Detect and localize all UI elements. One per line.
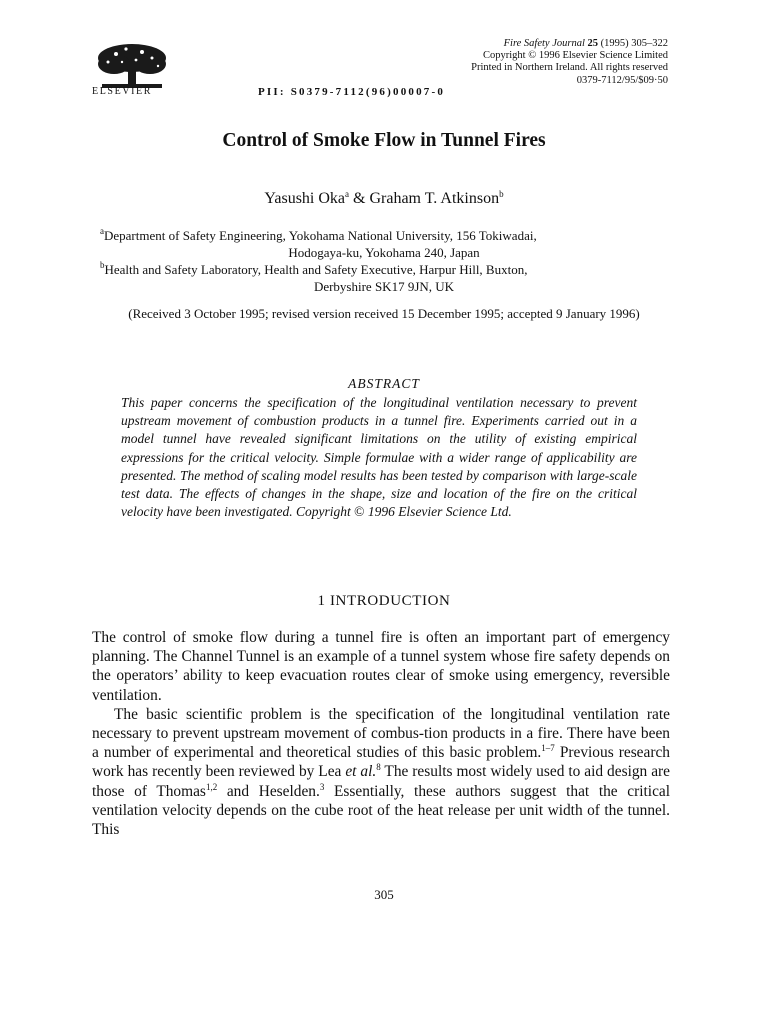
paragraph-text: and Heselden.: [217, 782, 320, 800]
introduction-body: [92, 628, 670, 839]
affiliations: [100, 227, 668, 295]
citation-ref: 1–7: [541, 743, 555, 754]
author-name: Graham T. Atkinson: [369, 190, 500, 207]
journal-issn: 0379-7112/95/$09·50: [576, 74, 668, 86]
affiliation-b-line1: [100, 261, 668, 278]
section-heading-introduction: 1 INTRODUCTION: [317, 593, 451, 609]
affiliation-text: Health and Safety Laboratory, Health and Safety Executive, Harpur Hill, Buxton,: [104, 262, 528, 277]
pii-code: PII: S0379-7112(96)00007-0: [258, 86, 446, 98]
journal-year-pages: (1995) 305–322: [600, 38, 668, 49]
citation-ref: 1,2: [205, 781, 218, 792]
journal-printed: Printed in Northern Ireland. All rights reserved: [471, 62, 668, 74]
paragraph-text: Previous research work has recently been reviewed by Lea: [92, 744, 670, 781]
affiliation-mark: a: [345, 189, 350, 199]
author-separator: &: [349, 190, 370, 207]
affiliation-b-line2: Derbyshire SK17 9JN, UK: [313, 279, 455, 294]
paragraph-text: The results most widely used to aid design are those of Thomas: [92, 763, 670, 800]
abstract-copyright-tail: 1996 Elsevier Science Ltd.: [364, 504, 512, 520]
abstract-body: This paper concerns the specification of the longitudinal ventilation necessary to prevent upstream movement of combustion products in a tunnel fire. Experiments carried out in a model tunnel have revealed significant limitations on the utility of existing empirical expressions for the critical velocity. Simple formulae with a wider range of applicability are presented. The method of scaling model results has been tested by comparison with large-scale test data. The effects of changes in the shape, size and location of the fire on the critical velocity have been investigated. Copyright: [121, 395, 637, 520]
affiliation-a-line2: Hodogaya-ku, Yokohama 240, Japan: [288, 245, 480, 260]
author-name: Yasushi Oka: [264, 190, 346, 207]
citation-ref: 3: [319, 781, 325, 792]
paper-title: Control of Smoke Flow in Tunnel Fires: [222, 130, 546, 151]
affiliation-text: Department of Safety Engineering, Yokohama National University, 156 Tokiwadai,: [104, 228, 537, 243]
paragraph-text: The basic scientific problem is the specification of the longitudinal ventilation rate necessary to prevent upstream movement of combus-tion products in a fire. There have been a number of experimental and theoretical studies of this basic problem.: [92, 705, 670, 762]
affiliation-mark: a: [100, 226, 104, 236]
paragraph: The control of smoke flow during a tunnel fire is often an important part of emergency planning. The Channel Tunnel is an example of a tunnel system whose fire safety depends on the operators’ ability to keep evacuation routes clear of smoke using emergency, reversible ventilation.: [92, 629, 670, 704]
affiliation-a-line1: [100, 227, 668, 244]
journal-volume: 25: [587, 38, 598, 49]
abstract-heading: ABSTRACT: [348, 376, 420, 391]
journal-info: [471, 38, 668, 87]
paragraph: [92, 705, 670, 839]
journal-name: Fire Safety Journal: [503, 38, 585, 49]
publisher-name: ELSEVIER: [92, 86, 153, 97]
affiliation-mark: b: [499, 189, 504, 199]
received-dates: (Received 3 October 1995; revised version received 15 December 1995; accepted 9 January 1996): [128, 306, 640, 321]
journal-citation: [471, 38, 668, 50]
page-number: 305: [374, 887, 394, 902]
journal-copyright: Copyright © 1996 Elsevier Science Limited: [483, 50, 668, 62]
affiliation-mark: b: [100, 260, 105, 270]
citation-ref: 8: [376, 762, 381, 773]
et-al: et al.: [345, 763, 377, 781]
copyright-symbol: ©: [354, 504, 365, 520]
author-list: [0, 190, 768, 208]
abstract-text: [121, 394, 637, 521]
paragraph-text: Essentially, these authors suggest that the critical ventilation velocity depends on the cube root of the heat release per unit width of the tunnel. This: [92, 782, 671, 839]
